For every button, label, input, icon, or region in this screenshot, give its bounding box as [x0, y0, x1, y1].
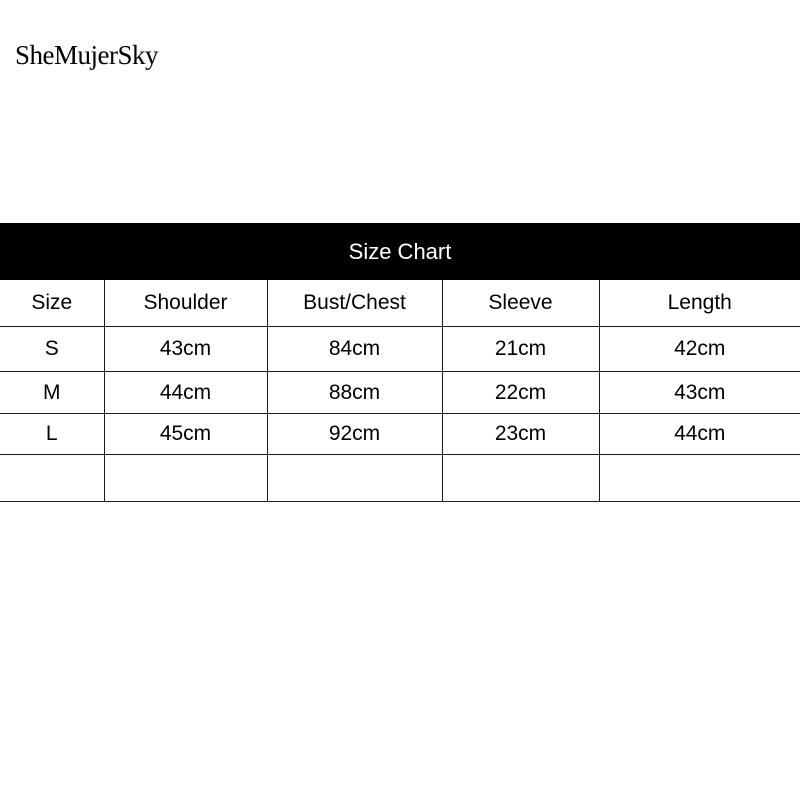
header-shoulder: Shoulder: [104, 280, 267, 327]
size-chart-table: [0, 280, 800, 502]
bust-chest-cell: 88cm: [267, 372, 442, 414]
sleeve-cell: 22cm: [442, 372, 599, 414]
table-row: [0, 327, 800, 372]
table-row: [0, 372, 800, 414]
table-header-row: [0, 280, 800, 327]
sleeve-cell: 21cm: [442, 327, 599, 372]
brand-logo-text: SheMujerSky: [15, 40, 158, 70]
size-chart-title: Size Chart: [0, 223, 800, 280]
header-bust-chest: Bust/Chest: [267, 280, 442, 327]
header-size: Size: [0, 280, 104, 327]
length-cell: 43cm: [599, 372, 800, 414]
length-cell: 42cm: [599, 327, 800, 372]
sleeve-cell: 23cm: [442, 414, 599, 455]
size-label: S: [0, 327, 104, 372]
size-label: [0, 455, 104, 502]
bust-chest-cell: [267, 455, 442, 502]
length-cell: [599, 455, 800, 502]
header-length: Length: [599, 280, 800, 327]
shoulder-cell: 43cm: [104, 327, 267, 372]
bust-chest-cell: 92cm: [267, 414, 442, 455]
shoulder-cell: 45cm: [104, 414, 267, 455]
bust-chest-cell: 84cm: [267, 327, 442, 372]
shoulder-cell: 44cm: [104, 372, 267, 414]
table-row: [0, 455, 800, 502]
length-cell: 44cm: [599, 414, 800, 455]
sleeve-cell: [442, 455, 599, 502]
size-label: L: [0, 414, 104, 455]
table-row: [0, 414, 800, 455]
size-label: M: [0, 372, 104, 414]
header-sleeve: Sleeve: [442, 280, 599, 327]
shoulder-cell: [104, 455, 267, 502]
